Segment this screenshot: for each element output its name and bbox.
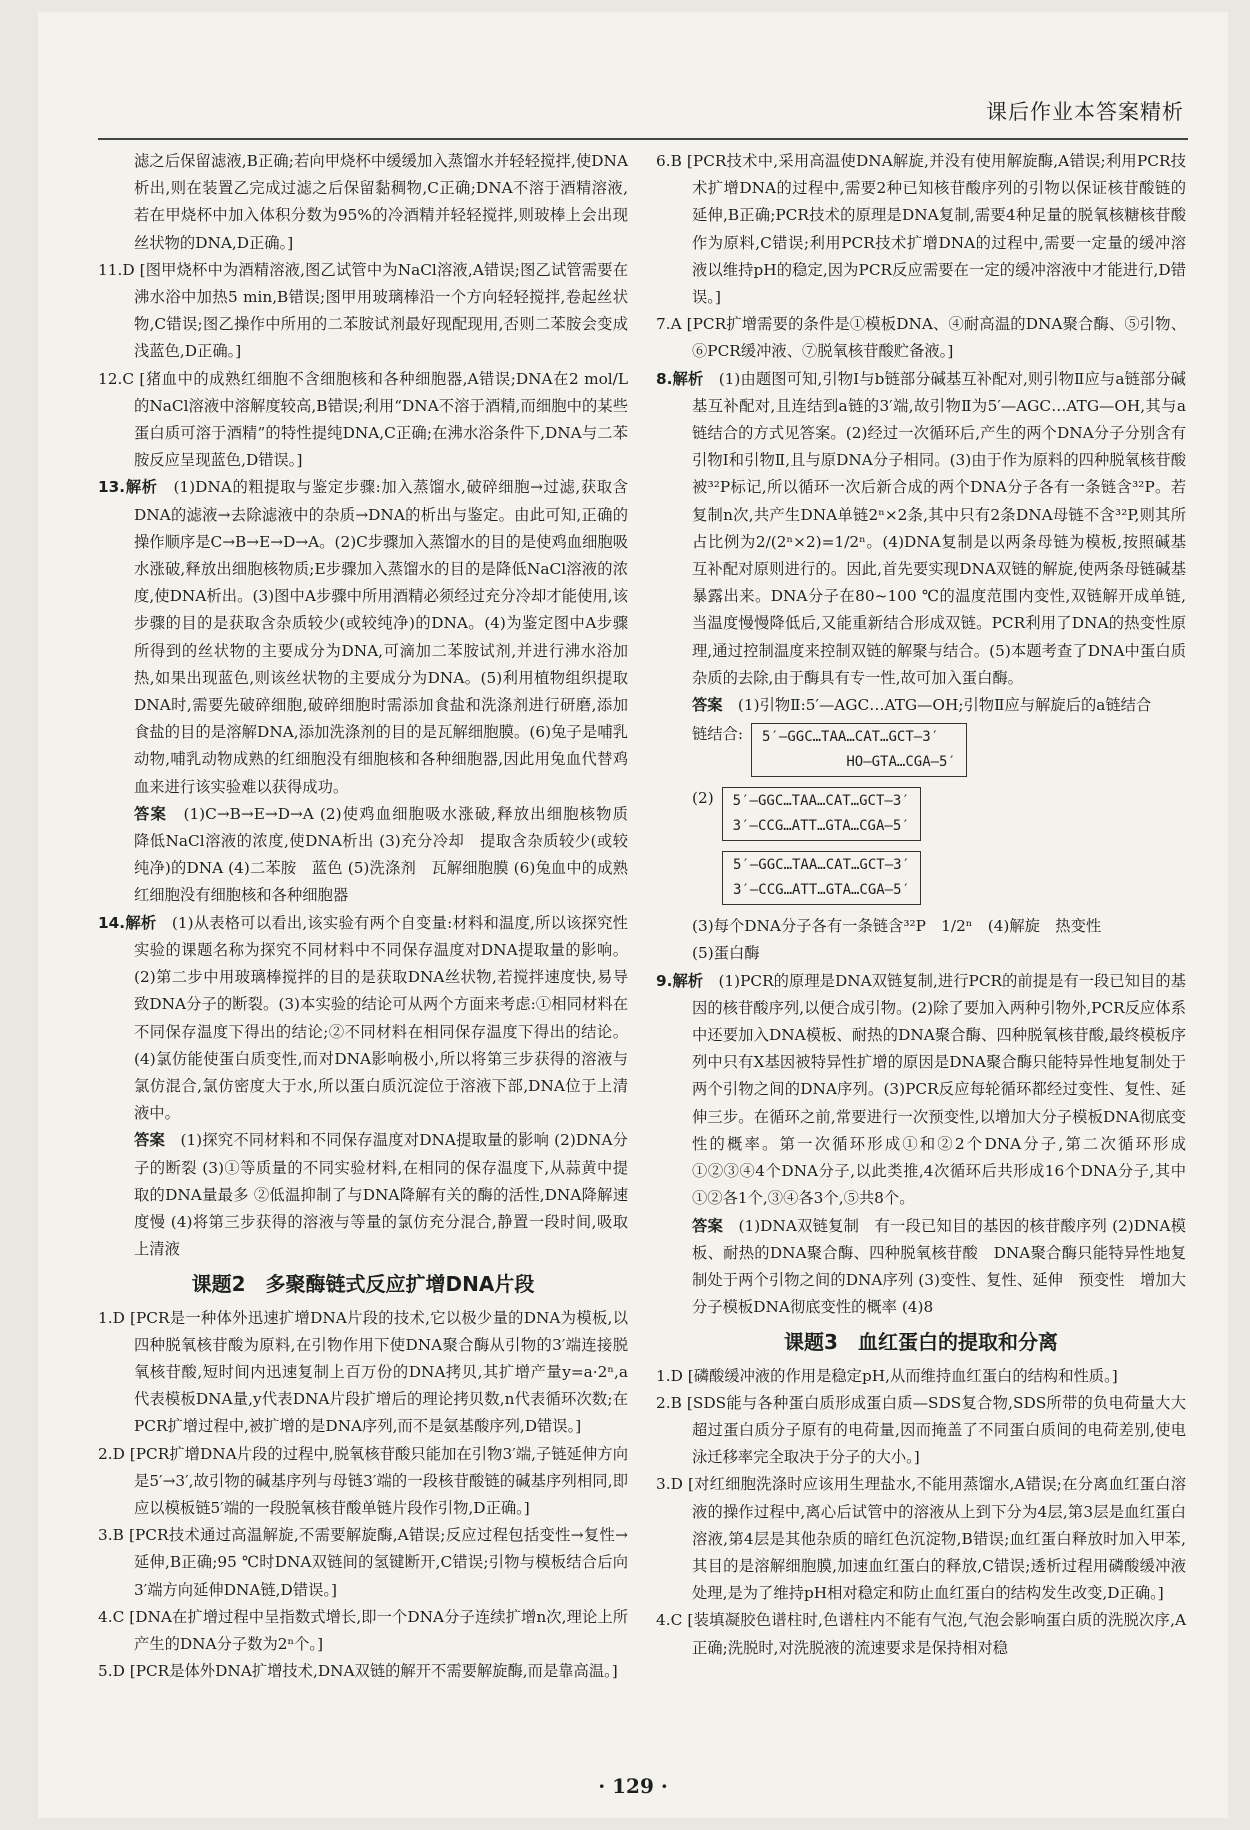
sequence-label: 链结合: bbox=[692, 725, 744, 744]
answer-label: 答案 bbox=[134, 1131, 165, 1150]
answer-item-s2-4: 4.C [DNA在扩增过程中呈指数式增长,即一个DNA分子连续扩增n次,理论上所产生的DNA分子数为2ⁿ个。] bbox=[98, 1607, 628, 1653]
answer-item-s2-2: 2.D [PCR扩增DNA片段的过程中,脱氧核苷酸只能加在引物3′端,子链延伸方向是5′→3′,故引物的碱基序列与母链3′端的一段核苷酸链的碱基序列相同,即应以模板链5′端的一段脱氧核苷酸单链片段作引物,D正确。] bbox=[98, 1444, 628, 1517]
answer-text: (1)C→B→E→D→A (2)使鸡血细胞吸水涨破,释放出细胞核物质 降低NaCl溶液的浓度,使DNA析出 (3)充分冷却 提取含杂质较少(或较纯净)的DNA (4)二苯胺 蓝色 (5)洗涤剂 瓦解细胞膜 (6)兔血中的成熟红细胞没有细胞核和各种细胞器 bbox=[134, 804, 644, 905]
section-title-3: 课题3 血红蛋白的提取和分离 bbox=[784, 1330, 1058, 1355]
sequence-line: HO—GTA…CGA—5′ bbox=[762, 754, 956, 771]
answer-label: 答案 bbox=[692, 696, 723, 715]
answer-item-s3-1: 1.D [磷酸缓冲液的作用是稳定pH,从而维持血红蛋白的结构和性质。] bbox=[656, 1366, 1118, 1385]
header-rule bbox=[98, 138, 1188, 140]
sequence-box-3 bbox=[722, 851, 921, 905]
answer-label: 答案 bbox=[692, 1216, 723, 1235]
answer-item-9-answer bbox=[656, 1213, 1186, 1322]
answer-item-s2-1: 1.D [PCR是一种体外迅速扩增DNA片段的技术,它以极少量的DNA为模板,以四种脱氧核苷酸为原料,在引物作用下使DNA聚合酶从引物的3′端连接脱氧核苷酸,短时间内迅速复制上百万份的DNA拷贝,其扩增产量y=a·2ⁿ,a代表模板DNA量,y代表DNA片段扩增后的理论拷贝数,n代表循环次数;在PCR扩增过程中,被扩增的是DNA序列,而不是氨基酸序列,D错误。] bbox=[98, 1308, 628, 1436]
answer-item-13-answer bbox=[98, 801, 644, 910]
sequence-line: 5′—GGC…TAA…CAT…GCT—3′ bbox=[762, 729, 940, 746]
answer-item-8-part3: (3)每个DNA分子各有一条链含³²P 1/2ⁿ (4)解旋 热变性 bbox=[692, 917, 1102, 936]
answer-paragraph: 滤之后保留滤液,B正确;若向甲烧杯中缓缓加入蒸馏水并轻轻搅拌,使DNA析出,则在装置乙完成过滤之后保留黏稠物,C正确;DNA不溶于酒精溶液,若在甲烧杯中加入体积分数为95%的冷酒精并轻轻搅拌,则玻棒上会出现丝状物的DNA,D正确。] bbox=[134, 152, 628, 252]
answer-item-8-answer bbox=[656, 692, 1186, 719]
page-number: · 129 · bbox=[598, 1774, 668, 1798]
analysis-text: (1)PCR的原理是DNA双链复制,进行PCR的前提是有一段已知目的基因的核苷酸序列,以便合成引物。(2)除了要加入两种引物外,PCR反应体系中还要加入DNA模板、耐热的DNA聚合酶、四种脱氧核苷酸,最终模板序列中只有X基因被特异性扩增的原因是DNA聚合酶只能特异性地复制处于两个引物之间的DNA序列。(3)PCR反应每轮循环都经过变性、复性、延伸三步。在循环之前,常要进行一次预变性,以增加大分子模板DNA彻底变性的概率。第一次循环形成①和②2个DNA分子,第二次循环形成①②③④4个DNA分子,以此类推,4次循环后共形成16个DNA分子,其中①②各1个,③④各3个,⑤共8个。 bbox=[692, 971, 1186, 1208]
answer-item-12: 12.C [猪血中的成熟红细胞不含细胞核和各种细胞器,A错误;DNA在2 mol/L的NaCl溶液中溶解度较高,B错误;利用“DNA不溶于酒精,而细胞中的某些蛋白质可溶于酒精”的特性提纯DNA,C正确;在沸水浴条件下,DNA与二苯胺反应呈现蓝色,D错误。] bbox=[98, 369, 628, 470]
answer-item-14-answer bbox=[98, 1127, 628, 1263]
sequence-box-2 bbox=[722, 787, 921, 841]
analysis-label: 9.解析 bbox=[656, 971, 704, 990]
answer-label: 答案 bbox=[134, 804, 167, 823]
analysis-text: (1)从表格可以看出,该实验有两个自变量:材料和温度,所以该探究性实验的课题名称为探究不同材料中不同保存温度对DNA提取量的影响。(2)第二步中用玻璃棒搅拌的目的是获取DNA丝状物,若搅拌速度快,易导致DNA分子的断裂。(3)本实验的结论可从两个方面来考虑:①相同材料在不同保存温度下得出的结论;②不同材料在相同保存温度下得出的结论。(4)氯仿能使蛋白质变性,而对DNA影响极小,所以将第三步获得的溶液与氯仿混合,氯仿密度大于水,所以蛋白质沉淀位于溶液下部,DNA位于上清液中。 bbox=[134, 913, 628, 1123]
sequence-line: 3′—CCG…ATT…GTA…CGA—5′ bbox=[733, 882, 911, 899]
page bbox=[38, 12, 1228, 1818]
left-column bbox=[98, 148, 644, 1685]
sequence-row-2 bbox=[656, 785, 1186, 845]
sequence-row-1 bbox=[656, 721, 1186, 781]
sequence-box-1 bbox=[751, 723, 967, 777]
analysis-label: 8.解析 bbox=[656, 369, 704, 388]
answer-item-14-analysis bbox=[98, 910, 628, 1128]
section-title-2: 课题2 多聚酶链式反应扩增DNA片段 bbox=[191, 1272, 535, 1297]
answer-item-s3-4: 4.C [装填凝胶色谱柱时,色谱柱内不能有气泡,气泡会影响蛋白质的洗脱次序,A正确;洗脱时,对洗脱液的流速要求是保持相对稳 bbox=[656, 1611, 1186, 1657]
analysis-label: 13.解析 bbox=[98, 478, 158, 497]
answer-item-8-part5: (5)蛋白酶 bbox=[692, 944, 760, 963]
answer-item-9-analysis bbox=[656, 968, 1186, 1213]
analysis-text: (1)由题图可知,引物Ⅰ与b链部分碱基互补配对,则引物Ⅱ应与a链部分碱基互补配对,且连结到a链的3′端,故引物Ⅱ为5′—AGC…ATG—OH,其与a链结合的方式见答案。(2)经过一次循环后,产生的两个DNA分子分别含有引物Ⅰ和引物Ⅱ,且与原DNA分子相同。(3)由于作为原料的四种脱氧核苷酸被³²P标记,所以循环一次后新合成的两个DNA分子各有一条链含³²P。若复制n次,共产生DNA单链2ⁿ×2条,其中只有2条DNA母链不含³²P,则其所占比例为2/(2ⁿ×2)=1/2ⁿ。(4)DNA复制是以两条母链为模板,按照碱基互补配对原则进行的。因此,首先要实现DNA双链的解旋,使两条母链碱基暴露出来。DNA分子在80~100 ℃的温度范围内变性,双链解开成单链,当温度慢慢降低后,又能重新结合形成双链。PCR利用了DNA的热变性原理,通过控制温度来控制双链的解聚与结合。(5)本题考查了DNA中蛋白质杂质的去除,由于酶具有专一性,故可加入蛋白酶。 bbox=[692, 369, 1186, 687]
sequence-line: 5′—GGC…TAA…CAT…GCT—3′ bbox=[733, 857, 911, 874]
sequence-line: 3′—CCG…ATT…GTA…CGA—5′ bbox=[732, 818, 910, 835]
sequence-row-3 bbox=[656, 849, 1186, 909]
right-column bbox=[656, 148, 1186, 1662]
answer-item-s2-5: 5.D [PCR是体外DNA扩增技术,DNA双链的解开不需要解旋酶,而是靠高温。] bbox=[98, 1662, 618, 1681]
answer-item-s3-3: 3.D [对红细胞洗涤时应该用生理盐水,不能用蒸馏水,A错误;在分离血红蛋白溶液的操作过程中,离心后试管中的溶液从上到下分为4层,第3层是血红蛋白溶液,第4层是其他杂质的暗红色沉淀物,B错误;血红蛋白释放时加入甲苯,其目的是溶解细胞膜,加速血红蛋白的释放,C错误;透析过程用磷酸缓冲液处理,是为了维持pH相对稳定和防止血红蛋白的结构发生改变,D正确。] bbox=[656, 1475, 1186, 1603]
answer-item-11: 11.D [图甲烧杯中为酒精溶液,图乙试管中为NaCl溶液,A错误;图乙试管需要在沸水浴中加热5 min,B错误;图甲用玻璃棒沿一个方向轻轻搅拌,卷起丝状物,C错误;图乙操作中所用的二苯胺试剂最好现配现用,否则二苯胺会变成浅蓝色,D正确。] bbox=[98, 260, 628, 361]
answer-item-6: 6.B [PCR技术中,采用高温使DNA解旋,并没有使用解旋酶,A错误;利用PCR技术扩增DNA的过程中,需要2种已知核苷酸序列的引物以保证核苷酸链的延伸,B正确;PCR技术的原理是DNA复制,需要4种足量的脱氧核糖核苷酸作为原料,C错误;利用PCR技术扩增DNA的过程中,需要一定量的缓冲溶液以维持pH的稳定,因为PCR反应需要在一定的缓冲溶液中才能进行,D错误。] bbox=[656, 152, 1186, 307]
answer-text: (1)探究不同材料和不同保存温度对DNA提取量的影响 (2)DNA分子的断裂 (3)①等质量的不同实验材料,在相同的保存温度下,从蒜黄中提取的DNA量最多 ②低温抑制了与DNA降解有关的酶的活性,DNA降解速度慢 (4)将第三步获得的溶液与等量的氯仿充分混合,静置一段时间,吸取上清液 bbox=[134, 1131, 628, 1259]
answer-item-7: 7.A [PCR扩增需要的条件是①模板DNA、④耐高温的DNA聚合酶、⑤引物、⑥PCR缓冲液、⑦脱氧核苷酸贮备液。] bbox=[656, 315, 1186, 361]
sequence-line: 5′—GGC…TAA…CAT…GCT—3′ bbox=[732, 793, 910, 810]
sequence-label: (2) bbox=[692, 789, 714, 808]
analysis-text: (1)DNA的粗提取与鉴定步骤:加入蒸馏水,破碎细胞→过滤,获取含DNA的滤液→去除滤液中的杂质→DNA的析出与鉴定。由此可知,正确的操作顺序是C→B→E→D→A。(2)C步骤加入蒸馏水的目的是使鸡血细胞吸水涨破,释放出细胞核物质;E步骤加入蒸馏水的目的是降低NaCl溶液的浓度,使DNA析出。(3)图中A步骤中所用酒精必须经过充分冷却才能使用,该步骤的目的是获取含杂质较少(或较纯净)的DNA。(4)为鉴定图中A步骤所得到的丝状物的主要成分为DNA,可滴加二苯胺试剂,并进行沸水浴加热,如果出现蓝色,则该丝状物的主要成分为DNA。(5)利用植物组织提取DNA时,需要先破碎细胞,破碎细胞时需添加食盐和洗涤剂进行研磨,添加食盐的目的是溶解DNA,添加洗涤剂的目的是瓦解细胞膜。(6)兔子是哺乳动物,哺乳动物成熟的红细胞没有细胞核和各种细胞器,因此用兔血代替鸡血来进行该实验难以获得成功。 bbox=[134, 478, 628, 796]
answer-text: (1)引物Ⅱ:5′—AGC…ATG—OH;引物Ⅱ应与解旋后的a链结合 bbox=[737, 696, 1152, 715]
analysis-label: 14.解析 bbox=[98, 913, 157, 932]
answer-item-8-analysis bbox=[656, 366, 1186, 692]
answer-item-s3-2: 2.B [SDS能与各种蛋白质形成蛋白质—SDS复合物,SDS所带的负电荷量大大超过蛋白质分子原有的电荷量,因而掩盖了不同蛋白质间的电荷差别,使电泳迁移率完全取决于分子的大小。] bbox=[656, 1393, 1186, 1467]
answer-text: (1)DNA双链复制 有一段已知目的基因的核苷酸序列 (2)DNA模板、耐热的DNA聚合酶、四种脱氧核苷酸 DNA聚合酶只能特异性地复制处于两个引物之间的DNA序列 (3)变性、复性、延伸 预变性 增加大分子模板DNA彻底变性的概率 (4)8 bbox=[692, 1216, 1186, 1317]
answer-item-s2-3: 3.B [PCR技术通过高温解旋,不需要解旋酶,A错误;反应过程包括变性→复性→延伸,B正确;95 ℃时DNA双链间的氢键断开,C错误;引物与模板结合后向3′端方向延伸DNA链,D错误。] bbox=[98, 1526, 628, 1599]
running-header: 课后作业本答案精析 bbox=[986, 100, 1184, 124]
answer-item-13-analysis bbox=[98, 474, 628, 800]
